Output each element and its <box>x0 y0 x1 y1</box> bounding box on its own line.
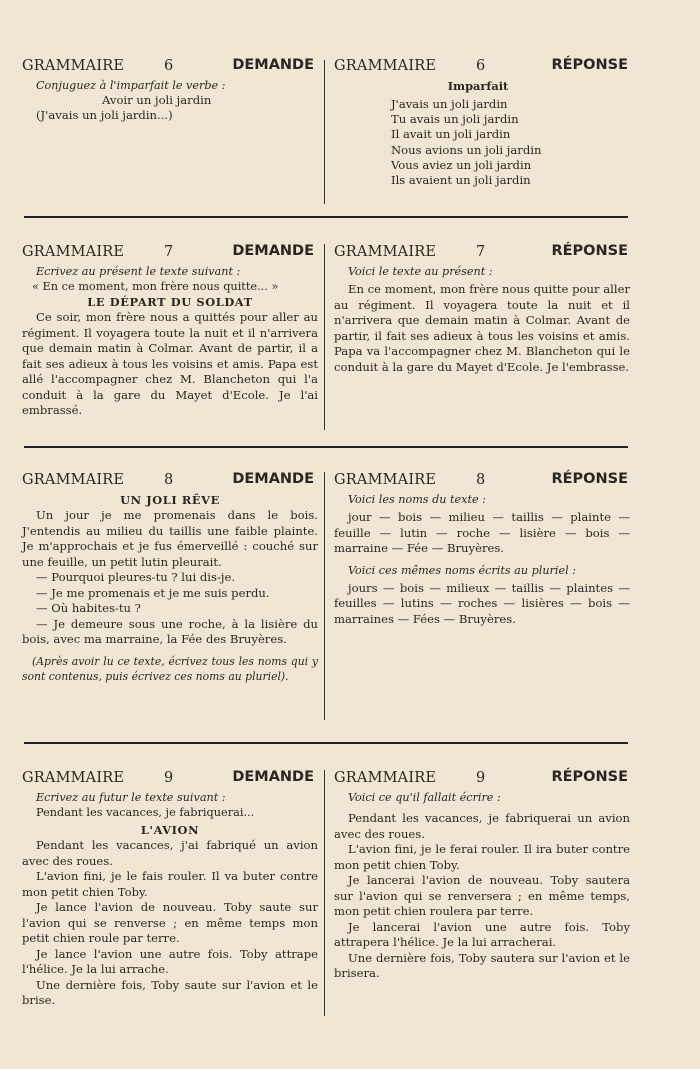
instruction: Ecrivez au futur le texte suivant : <box>36 791 226 804</box>
instruction: Voici les noms du texte : <box>348 493 486 506</box>
exercise-9 <box>22 770 628 1018</box>
exercise-number: 8 <box>476 472 486 488</box>
exercise-number: 8 <box>164 472 174 488</box>
conjugation-line: Tu avais un joli jardin <box>391 112 519 127</box>
answer-paragraph: Pendant les vacances, je fabriquerai un avion avec des roues. <box>334 811 630 841</box>
instruction: Ecrivez au présent le texte suivant : <box>36 265 241 278</box>
instruction: Voici ce qu'il fallait écrire : <box>348 791 501 804</box>
conjugation-line: Ils avaient un joli jardin <box>391 173 531 188</box>
text-paragraph: L'avion fini, je le fais rouler. Il va buter contre mon petit chien Toby. <box>22 869 318 899</box>
section-label: GRAMMAIRE <box>334 472 437 488</box>
section-label: GRAMMAIRE <box>22 472 125 488</box>
text-paragraph: Je lance l'avion une autre fois. Toby attrape l'hélice. Je la lui arrache. <box>22 946 318 977</box>
section-label: GRAMMAIRE <box>334 58 437 74</box>
exercise-note: (Après avoir lu ce texte, écrivez tous les noms qui y sont contenus, puis écrivez ces noms au pluriel). <box>22 654 318 683</box>
column-divider <box>324 60 325 204</box>
start-phrase: Pendant les vacances, je fabriquerai... <box>36 806 255 819</box>
conjugation-line: Il avait un joli jardin <box>391 127 511 142</box>
section-separator <box>24 742 628 744</box>
column-divider <box>324 244 325 430</box>
start-phrase: « En ce moment, mon frère nous quitte... » <box>32 280 279 293</box>
reponse-label: RÉPONSE <box>551 57 628 73</box>
demande-8 <box>22 472 318 684</box>
noun-list: jour — bois — milieu — taillis — plainte — feuille — lutin — roche — lisière — bois — marraine — Fée — Bruyères. <box>334 510 630 555</box>
section-label: GRAMMAIRE <box>334 244 437 260</box>
conjugation-line: Nous avions un joli jardin <box>391 142 542 157</box>
tense-title: Imparfait <box>447 79 509 93</box>
conjugation-line: J'avais un joli jardin <box>391 97 508 111</box>
exercise-8 <box>22 472 628 722</box>
section-label: GRAMMAIRE <box>334 770 437 786</box>
exercise-6 <box>22 58 628 204</box>
exercise-number: 6 <box>476 58 486 74</box>
column-divider <box>324 472 325 720</box>
text-title: L'AVION <box>140 823 200 838</box>
text-paragraph: Je lance l'avion de nouveau. Toby saute sur l'avion qui se renverse ; en même temps mon petit chien roule par terre. <box>22 900 318 946</box>
reponse-8 <box>334 472 630 627</box>
demande-9 <box>22 770 318 1009</box>
text-body: Ce soir, mon frère nous a quittés pour aller au régiment. Il voyagera toute la nuit et il n'arrivera que demain matin à Colmar. Avant de partir, il a fait ses adieux à tous les voisins et amis. Papa est allé l'accompagner chez M. Blancheton qui l'a conduit à la gare du Mayet d'Ecole. Je l'ai embrassé. <box>22 310 318 418</box>
exercise-number: 9 <box>476 770 486 786</box>
text-paragraph: Pendant les vacances, j'ai fabriqué un avion avec des roues. <box>22 838 318 868</box>
section-label: GRAMMAIRE <box>22 770 125 786</box>
answer-text: En ce moment, mon frère nous quitte pour aller au régiment. Il voyagera toute la nuit et il n'arrivera que demain matin à Colmar. Avant de partir, il fait ses adieux à tous les voisins et amis. Papa va l'accompagner chez M. Blancheton qui le conduit à la gare du Mayet d'Ecole. Je l'embrasse. <box>334 282 630 374</box>
instruction: Voici le texte au présent : <box>348 265 493 278</box>
exercise-7 <box>22 244 628 430</box>
demande-label: DEMANDE <box>232 471 314 487</box>
reponse-7 <box>334 244 630 375</box>
exercise-number: 9 <box>164 770 174 786</box>
section-label: GRAMMAIRE <box>22 58 125 74</box>
reponse-label: RÉPONSE <box>551 243 628 259</box>
text-paragraph: Une dernière fois, Toby saute sur l'avion et le brise. <box>22 977 318 1008</box>
dialogue-line: — Pourquoi pleures-tu ? lui dis-je. <box>36 570 236 584</box>
text-title: LE DÉPART DU SOLDAT <box>87 295 253 310</box>
demande-6 <box>22 58 318 123</box>
section-separator <box>24 216 628 218</box>
reponse-label: RÉPONSE <box>551 471 628 487</box>
answer-paragraph: Une dernière fois, Toby sautera sur l'avion et le brisera. <box>334 950 630 980</box>
dialogue-line: — Je me promenais et je me suis perdu. <box>36 585 270 600</box>
reponse-9 <box>334 770 630 982</box>
demande-label: DEMANDE <box>232 769 314 785</box>
reponse-label: RÉPONSE <box>551 769 628 785</box>
section-separator <box>24 446 628 448</box>
exercise-number: 7 <box>164 244 174 260</box>
reponse-6 <box>334 58 630 188</box>
exercise-number: 7 <box>476 244 486 260</box>
plural-noun-list: jours — bois — milieux — taillis — plaintes — feuilles — lutins — roches — lisières — bois — marraines — Fées — Bruyères. <box>334 580 630 626</box>
answer-paragraph: Je lancerai l'avion une autre fois. Toby attrapera l'hélice. Je la lui arracherai. <box>334 919 630 949</box>
verb-phrase: Avoir un joli jardin <box>102 93 212 107</box>
exercise-number: 6 <box>164 58 174 74</box>
dialogue-line: — Où habites-tu ? <box>36 601 141 615</box>
text-title: UN JOLI RÊVE <box>120 493 220 507</box>
text-paragraph: Un jour je me promenais dans le bois. J'entendis au milieu du taillis une faible plainte. Je m'approchais et je fus émerveillé : couché sur une feuille, un petit lutin pleurait. <box>22 508 318 569</box>
demande-7 <box>22 244 318 419</box>
answer-paragraph: L'avion fini, je le ferai rouler. Il ira buter contre mon petit chien Toby. <box>334 842 630 872</box>
demande-label: DEMANDE <box>232 243 314 259</box>
section-label: GRAMMAIRE <box>22 244 125 260</box>
demande-label: DEMANDE <box>232 57 314 73</box>
answer-paragraph: Je lancerai l'avion de nouveau. Toby sautera sur l'avion qui se renversera ; en même temps, mon petit chien roulera par terre. <box>334 873 630 918</box>
conjugation-line: Vous aviez un joli jardin <box>391 157 532 172</box>
instruction: Conjuguez à l'imparfait le verbe : <box>36 79 226 92</box>
column-divider <box>324 770 325 1016</box>
example: (J'avais un joli jardin...) <box>36 108 173 123</box>
instruction: Voici ces mêmes noms écrits au pluriel : <box>348 563 576 577</box>
dialogue-line: — Je demeure sous une roche, à la lisière du bois, avec ma marraine, la Fée des Bruyères. <box>22 616 318 646</box>
